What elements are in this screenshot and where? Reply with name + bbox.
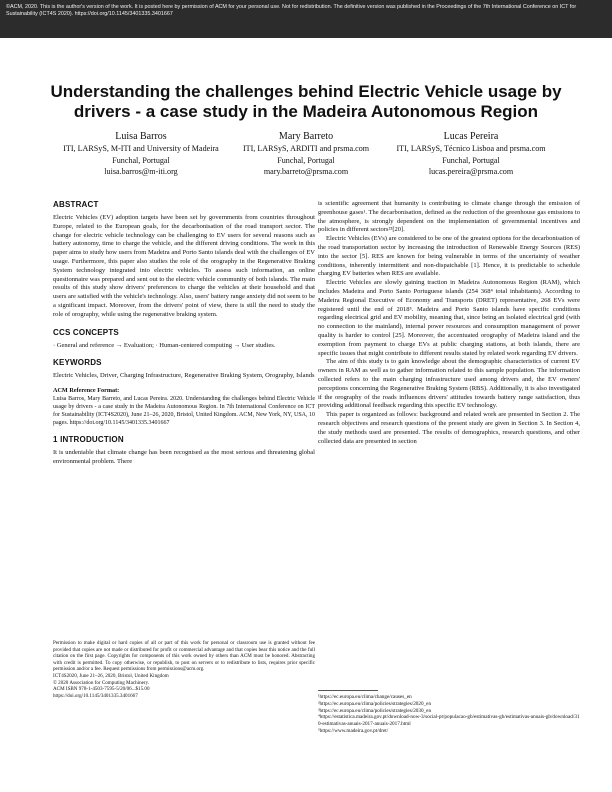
permission-text: Permission to make digital or hard copies of all or part of this work for personal or classroom use is granted without fee provided that copies are not made or distributed for profit or commercial advantage and that copies bear this notice and the full citation on the first page. Copyrights for components of this work owned by others than ACM must be honored. Abstracting with credit is permitted. To copy otherwise, or republish, to post on servers or to redistribute to lists, requires prior specific permission and/or a fee. Request permissions from permissions@acm.org. xyxy=(53,640,315,673)
paragraph: This paper is organized as follows: background and related work are presented in Section 2. The research objectives and research questions of the present study are given in Section 3. In Section 4, the study methods used are presented. The results of demographics, research questions, and other collected data are presented in section xyxy=(318,411,580,445)
footnote[interactable]: ⁴https://estatistica.madeira.gov.pt/download-now-3/social-pt/populacao-gb/estimativas-gb/estimativas-anuais-gb/download/310-estimativas-anuais-2017-anuais-2017.html xyxy=(318,714,580,728)
footnote[interactable]: ⁵https://www.madeira.gov.pt/dret/ xyxy=(318,727,389,734)
permission-notice xyxy=(53,640,315,699)
author-email: mary.barreto@prsma.com xyxy=(263,167,349,177)
footnotes xyxy=(318,690,580,735)
footnote[interactable]: ²https://ec.europa.eu/clima/policies/strategies/2020_en xyxy=(318,700,432,707)
author-block xyxy=(56,130,226,178)
author-affiliation: ITI, LARSyS, Técnico Lisboa and prsma.com xyxy=(396,144,546,153)
author-block xyxy=(221,130,391,178)
paragraph: Electric Vehicles (EVs) are considered to be one of the greatest options for the decarbonisation of the road transportation sector by increasing the introduction of Renewable Energy Sources (RES) into the sector [5]. RES are known for being vulnerable in terms of the uncertainty of weather conditions, inherently intermittent and non-dispatchable [1]. Hence, it is predictable to schedule charging EV batteries when RES are available. xyxy=(318,235,580,278)
author-location: Funchal, Portugal xyxy=(112,155,170,165)
author-location: Funchal, Portugal xyxy=(277,155,335,165)
author-name: Luisa Barros xyxy=(115,131,167,142)
reference-format-heading: ACM Reference Format: xyxy=(53,387,120,395)
copyright-line: © 2020 Association for Computing Machinery. xyxy=(53,679,150,686)
author-affiliation: ITI, LARSyS, ARDITI and prsma.com xyxy=(242,144,370,153)
author-affiliation: ITI, LARSyS, M-ITI and University of Madeira xyxy=(63,144,219,153)
doi-line: https://doi.org/10.1145/3401335.3401667 xyxy=(53,692,138,699)
footnote[interactable]: ³https://ec.europa.eu/clima/policies/strategies/2030_en xyxy=(318,707,432,714)
left-column xyxy=(53,200,315,467)
author-email: luisa.barros@m-iti.org xyxy=(104,167,178,177)
author-name: Mary Barreto xyxy=(278,131,334,142)
footnote-divider xyxy=(318,690,378,691)
paragraph: The aim of this study is to gain knowledge about the demographic characteristics of current EV owners in RAM as well as to gather information related to this sample population. The information collected refers to the main charging infrastructure used among drivers and, the EV owners' perceptions concerning the Regenerative Braking System (RBS). Additionally, it is also investigated if the orography of the roads influences drivers' attitudes towards battery range satisfaction, thus providing additional feedback regarding this specific EV technology. xyxy=(318,358,580,410)
reference-format xyxy=(53,387,315,427)
paragraph: is scientific agreement that humanity is contributing to climate change through the emission of greenhouse gases¹. The decarbonisation, defined as the reduction of the greenhouse gas emissions to the atmosphere, is strongly dependent on the implementation of governmental incentives and policies in different sectors²³[20]. xyxy=(318,200,580,234)
keywords-text: Electric Vehicles, Driver, Charging Infrastructure, Regenerative Braking System, Orography, Islands xyxy=(53,372,315,380)
introduction-text: It is undeniable that climate change has been recognised as the most serious and threatening global environmental problem. There xyxy=(53,449,315,465)
author-block xyxy=(386,130,556,178)
isbn-line: ACM ISBN 978-1-4503-7595-5/20/06...$15.00 xyxy=(53,686,150,693)
introduction-heading: 1 INTRODUCTION xyxy=(53,435,124,445)
author-location: Funchal, Portugal xyxy=(442,155,500,165)
ccs-text: · General and reference → Evaluation; · Human-centered computing → User studies. xyxy=(53,341,276,349)
footnote[interactable]: ¹https://ec.europa.eu/clima/change/causes_en xyxy=(318,694,412,700)
venue-line: ICT4S2020, June 21–26, 2020, Bristol, United Kingdom xyxy=(53,672,169,679)
abstract-text: Electric Vehicles (EV) adoption targets have been set by governments from countries throughout Europe, related to the European goals, for the decarbonisation of the road transport sector. The change for electric vehicle technology can be challenging to EV users for several reasons such as battery autonomy, time to charge the vehicle, and the different driving conditions. The work in this paper aims to study how users from Madeira and Porto Santo islands deal with the challenges of EV usage. Furthermore, this paper also studies the role of the orography in the Regenerative Braking System technology integrated into electric vehicles. To assess such information, an online questionnaire was prepared and sent out to the electric vehicle community of both islands. The main results of this study show drivers' preferences to charge the vehicles at their household and that users are satisfied with the vehicle's technology. Also, users' battery range anxiety did not seem to be a significant impact. Moreover, from the drivers' point of view, there is still the need to study the role of orography, while using the regenerative braking system. xyxy=(53,214,315,318)
right-column xyxy=(318,200,580,446)
author-name: Lucas Pereira xyxy=(443,131,499,142)
abstract-heading: ABSTRACT xyxy=(53,200,99,209)
paragraph: Electric Vehicles are slowly gaining traction in Madeira Autonomous Region (RAM), which includes Madeira and Porto Santo Portuguese islands (254 368⁴ total inhabitants). According to Madeira Regional Executive of Economy and Transports (DRET) representative, 268 EVs were registered until the end of 2018⁵. Madeira and Porto Santo islands have specific conditions regarding electrical grid and EV mobility, meaning that, since being an isolated electrical grid (with no connection to the mainland), internal power resources and consumption management of power quality is harder to control [25]. Moreover, the accentuated orography of Madeira island and the exemption from payment to charge EVs at public charging stations, at both islands, there are specific issues that might contribute to different results stated by related work regarding EV drivers. xyxy=(318,279,580,357)
author-email: lucas.pereira@prsma.com xyxy=(428,167,514,177)
keywords-heading: KEYWORDS xyxy=(53,358,102,368)
ccs-heading: CCS CONCEPTS xyxy=(53,327,119,337)
paper-title: Understanding the challenges behind Electric Vehicle usage by drivers - a case study in the Madeira Autonomous Region xyxy=(50,82,562,121)
reference-format-text: Luisa Barros, Mary Barreto, and Lucas Pereira. 2020. Understanding the challenges behind Electric Vehicle usage by drivers - a case study in the Madeira Autonomous Region. In 7th International Conference on ICT for Sustainability (ICT4S2020), June 21–26, 2020, Bristol, United Kingdom. ACM, New York, NY, USA, 10 pages. https://doi.org/10.1145/3401335.3401667 xyxy=(53,396,315,427)
copyright-banner: ©ACM, 2020. This is the author's version of the work. It is posted here by permission of ACM for your personal use. Not for redistribution. The definitive version was published in the Proceedings of the 7th International Conference on ICT for Sustainability (ICT4S 2020). https://doi.org/10.1145/3401335.3401667 xyxy=(0,0,612,38)
